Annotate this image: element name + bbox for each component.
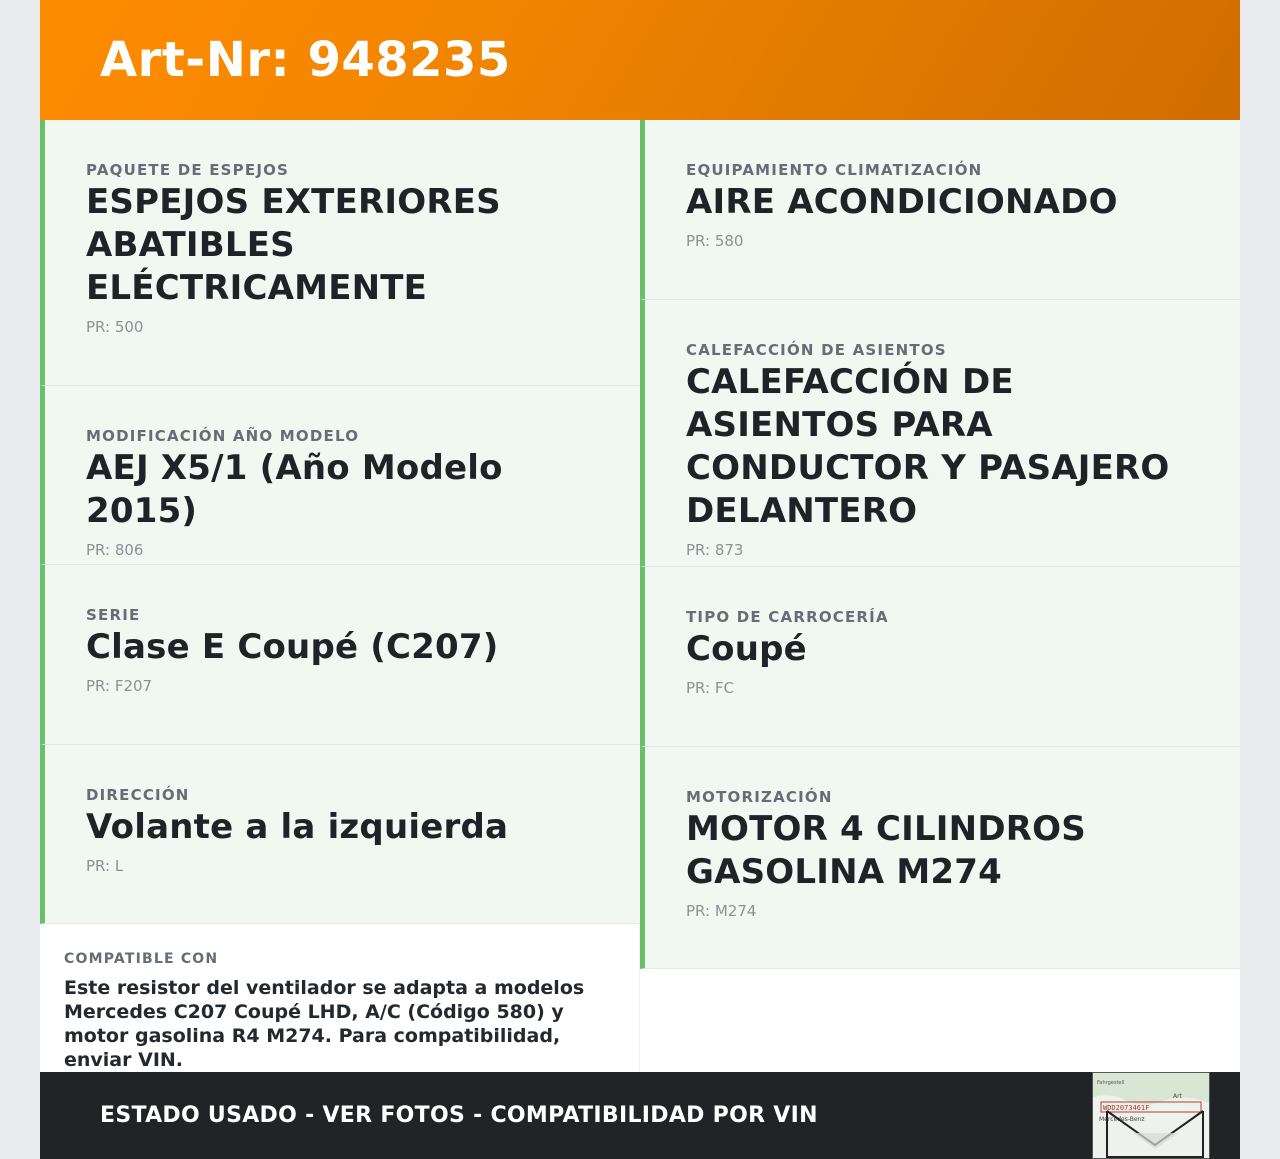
compatibility-label: COMPATIBLE CON bbox=[64, 950, 219, 967]
spec-card-climate bbox=[640, 120, 1240, 300]
spec-label: EQUIPAMIENTO CLIMATIZACIÓN bbox=[686, 161, 983, 179]
spec-pr-code: PR: 873 bbox=[686, 541, 744, 559]
spec-label: PAQUETE DE ESPEJOS bbox=[86, 161, 290, 179]
spec-pr-code: PR: F207 bbox=[86, 677, 153, 696]
spec-card-model-year bbox=[40, 386, 640, 565]
spec-pr-code: PR: M274 bbox=[686, 902, 757, 920]
spec-label: MODIFICACIÓN AÑO MODELO bbox=[86, 426, 360, 445]
spec-value: Coupé bbox=[686, 629, 807, 669]
spec-label: MOTORIZACIÓN bbox=[686, 788, 833, 806]
spec-pr-code: PR: FC bbox=[686, 679, 734, 697]
spec-pr-code: PR: 500 bbox=[86, 318, 144, 336]
thumb-text-4: Mercedes-Benz bbox=[1099, 1116, 1145, 1123]
spec-card-engine bbox=[640, 747, 1240, 969]
spec-card-steering bbox=[40, 745, 640, 924]
spec-column-right bbox=[640, 120, 1240, 1072]
spec-pr-code: PR: L bbox=[86, 856, 124, 875]
spec-pr-code: PR: 580 bbox=[686, 232, 744, 250]
footer-bar bbox=[40, 1072, 1240, 1159]
spec-value: MOTOR 4 CILINDROS GASOLINA M274 bbox=[686, 809, 1086, 892]
article-number-title: Art-Nr: 948235 bbox=[100, 32, 511, 88]
spec-value: Volante a la izquierda bbox=[86, 806, 509, 847]
spec-value: CALEFACCIÓN DE ASIENTOS PARA CONDUCTOR Y PASAJERO DELANTERO bbox=[686, 362, 1170, 531]
spec-label: SERIE bbox=[86, 606, 141, 625]
thumb-text-1: Fahrgestell bbox=[1097, 1080, 1125, 1086]
compatibility-text: Este resistor del ventilador se adapta a modelos Mercedes C207 Coupé LHD, A/C (Código 580) y motor gasolina R4 M274. Para compatibilidad, enviar VIN. bbox=[64, 976, 585, 1071]
spec-column-left bbox=[40, 120, 640, 1072]
thumb-text-3: WDD2073461F bbox=[1103, 1104, 1150, 1112]
spec-value: ESPEJOS EXTERIORES ABATIBLES ELÉCTRICAMENTE bbox=[86, 182, 501, 308]
thumb-text-2: Art bbox=[1173, 1093, 1182, 1100]
spec-card-body-type bbox=[640, 567, 1240, 747]
datasheet-page bbox=[40, 0, 1240, 1159]
spec-value: AEJ X5/1 (Año Modelo 2015) bbox=[86, 447, 503, 531]
document-envelope-thumbnail-icon[interactable] bbox=[1092, 1072, 1210, 1159]
spec-label: DIRECCIÓN bbox=[86, 785, 190, 804]
compatibility-section bbox=[40, 924, 640, 1072]
header-banner bbox=[40, 0, 1240, 120]
spec-label: TIPO DE CARROCERÍA bbox=[686, 608, 889, 626]
spec-card-series bbox=[40, 565, 640, 744]
spec-card-mirrors bbox=[40, 120, 640, 386]
condition-status-text: ESTADO USADO - VER FOTOS - COMPATIBILIDAD POR VIN bbox=[100, 1103, 818, 1128]
spec-value: Clase E Coupé (C207) bbox=[86, 627, 499, 668]
spec-card-seat-heating bbox=[640, 300, 1240, 567]
spec-value: AIRE ACONDICIONADO bbox=[686, 182, 1118, 222]
spec-label: CALEFACCIÓN DE ASIENTOS bbox=[686, 341, 947, 359]
spec-pr-code: PR: 806 bbox=[86, 540, 144, 559]
spec-grid bbox=[40, 120, 1240, 1072]
